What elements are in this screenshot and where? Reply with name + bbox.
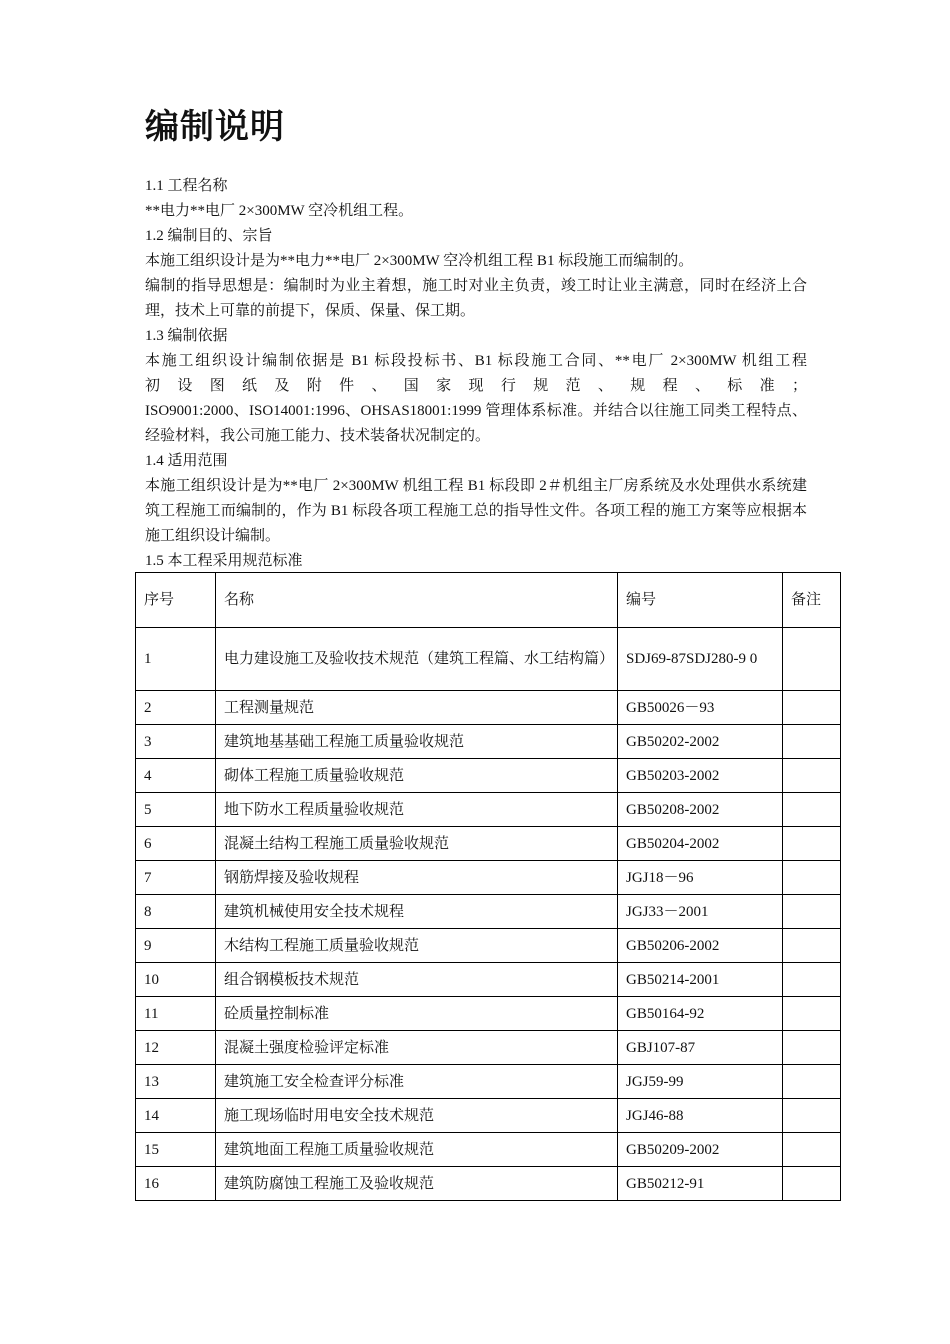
header-no: 序号 <box>136 573 216 628</box>
document-body <box>145 174 807 574</box>
cell-code: GB50214-2001 <box>618 963 783 997</box>
cell-code: GB50202-2002 <box>618 725 783 759</box>
cell-code: GB50204-2002 <box>618 827 783 861</box>
section-1-5-heading: 1.5 本工程采用规范标准 <box>145 553 303 569</box>
cell-note <box>783 1065 841 1099</box>
section-1-2-text-2: 编制的指导思想是：编制时为业主着想，施工时对业主负责，竣工时让业主满意，同时在经济上合理，技术上可靠的前提下，保质、保量、保工期。 <box>145 278 807 319</box>
cell-note <box>783 929 841 963</box>
cell-no: 3 <box>136 725 216 759</box>
cell-code: GB50208-2002 <box>618 793 783 827</box>
table-row <box>136 895 841 929</box>
table-row <box>136 725 841 759</box>
cell-name: 施工现场临时用电安全技术规范 <box>216 1099 618 1133</box>
table-row <box>136 1133 841 1167</box>
cell-code: GB50026－93 <box>618 691 783 725</box>
table-row <box>136 628 841 691</box>
cell-code: GB50209-2002 <box>618 1133 783 1167</box>
table-row <box>136 1167 841 1201</box>
table-row <box>136 691 841 725</box>
cell-code: JGJ59-99 <box>618 1065 783 1099</box>
table-row <box>136 997 841 1031</box>
section-1-4-heading: 1.4 适用范围 <box>145 453 228 469</box>
section-1-3-line-1: 本施工组织设计编制依据是 B1 标段投标书、B1 标段施工合同、**电厂 2×300MW 机组工程 <box>145 353 807 369</box>
table-row <box>136 759 841 793</box>
cell-note <box>783 1133 841 1167</box>
cell-note <box>783 725 841 759</box>
header-note: 备注 <box>783 573 841 628</box>
table-row <box>136 929 841 963</box>
cell-no: 15 <box>136 1133 216 1167</box>
header-code: 编号 <box>618 573 783 628</box>
cell-no: 8 <box>136 895 216 929</box>
cell-no: 14 <box>136 1099 216 1133</box>
cell-no: 16 <box>136 1167 216 1201</box>
cell-name: 建筑机械使用安全技术规程 <box>216 895 618 929</box>
cell-name: 工程测量规范 <box>216 691 618 725</box>
cell-note <box>783 628 841 691</box>
cell-note <box>783 895 841 929</box>
cell-no: 1 <box>136 628 216 691</box>
section-1-2-text-1: 本施工组织设计是为**电力**电厂 2×300MW 空冷机组工程 B1 标段施工而编制的。 <box>145 253 694 269</box>
cell-name: 电力建设施工及验收技术规范（建筑工程篇、水工结构篇） <box>216 628 618 691</box>
cell-note <box>783 963 841 997</box>
cell-name: 砼质量控制标准 <box>216 997 618 1031</box>
cell-no: 13 <box>136 1065 216 1099</box>
cell-note <box>783 759 841 793</box>
table-row <box>136 963 841 997</box>
table-row <box>136 793 841 827</box>
table-row <box>136 1065 841 1099</box>
cell-name: 建筑地面工程施工质量验收规范 <box>216 1133 618 1167</box>
table-row <box>136 827 841 861</box>
section-1-3-heading: 1.3 编制依据 <box>145 328 228 344</box>
cell-code: GB50206-2002 <box>618 929 783 963</box>
cell-note <box>783 827 841 861</box>
cell-code: GB50203-2002 <box>618 759 783 793</box>
cell-note <box>783 1167 841 1201</box>
document-title: 编制说明 <box>145 107 285 147</box>
section-1-1-text: **电力**电厂 2×300MW 空冷机组工程。 <box>145 203 414 219</box>
cell-note <box>783 1099 841 1133</box>
cell-no: 7 <box>136 861 216 895</box>
cell-no: 10 <box>136 963 216 997</box>
table-row <box>136 1031 841 1065</box>
section-1-4-text: 本施工组织设计是为**电厂 2×300MW 机组工程 B1 标段即 2＃机组主厂房系统及水处理供水系统建筑工程施工而编制的，作为 B1 标段各项工程施工总的指导性文件。各项工程的施工方案等应根据本施工组织设计编制。 <box>145 478 807 544</box>
cell-no: 5 <box>136 793 216 827</box>
cell-code: JGJ46-88 <box>618 1099 783 1133</box>
cell-note <box>783 861 841 895</box>
cell-code: GB50164-92 <box>618 997 783 1031</box>
cell-name: 组合钢模板技术规范 <box>216 963 618 997</box>
cell-name: 钢筋焊接及验收规程 <box>216 861 618 895</box>
cell-no: 11 <box>136 997 216 1031</box>
section-1-3-line-3: ISO9001:2000、ISO14001:1996、OHSAS18001:1999 管理体系标准。并结合以往施工同类工程特点、经验材料，我公司施工能力、技术装备状况制定的。 <box>145 403 807 444</box>
section-1-1-heading: 1.1 工程名称 <box>145 178 228 194</box>
cell-code: GBJ107-87 <box>618 1031 783 1065</box>
header-name: 名称 <box>216 573 618 628</box>
table-row <box>136 1099 841 1133</box>
cell-no: 9 <box>136 929 216 963</box>
cell-note <box>783 1031 841 1065</box>
table-row <box>136 861 841 895</box>
cell-note <box>783 691 841 725</box>
standards-table <box>135 572 841 1201</box>
cell-no: 4 <box>136 759 216 793</box>
cell-name: 砌体工程施工质量验收规范 <box>216 759 618 793</box>
cell-code: GB50212-91 <box>618 1167 783 1201</box>
cell-no: 12 <box>136 1031 216 1065</box>
table-header-row <box>136 573 841 628</box>
cell-no: 2 <box>136 691 216 725</box>
cell-name: 混凝土强度检验评定标准 <box>216 1031 618 1065</box>
cell-name: 建筑施工安全检查评分标准 <box>216 1065 618 1099</box>
section-1-2-heading: 1.2 编制目的、宗旨 <box>145 228 273 244</box>
cell-code: JGJ18－96 <box>618 861 783 895</box>
cell-code: SDJ69-87SDJ280-9 0 <box>618 628 783 691</box>
cell-name: 建筑地基基础工程施工质量验收规范 <box>216 725 618 759</box>
cell-name: 建筑防腐蚀工程施工及验收规范 <box>216 1167 618 1201</box>
cell-note <box>783 793 841 827</box>
section-1-3-line-2: 初 设 图 纸 及 附 件 、 国 家 现 行 规 范 、 规 程 、 标 准 ； <box>145 378 807 394</box>
cell-no: 6 <box>136 827 216 861</box>
cell-name: 混凝土结构工程施工质量验收规范 <box>216 827 618 861</box>
cell-name: 木结构工程施工质量验收规范 <box>216 929 618 963</box>
cell-name: 地下防水工程质量验收规范 <box>216 793 618 827</box>
cell-code: JGJ33－2001 <box>618 895 783 929</box>
cell-note <box>783 997 841 1031</box>
